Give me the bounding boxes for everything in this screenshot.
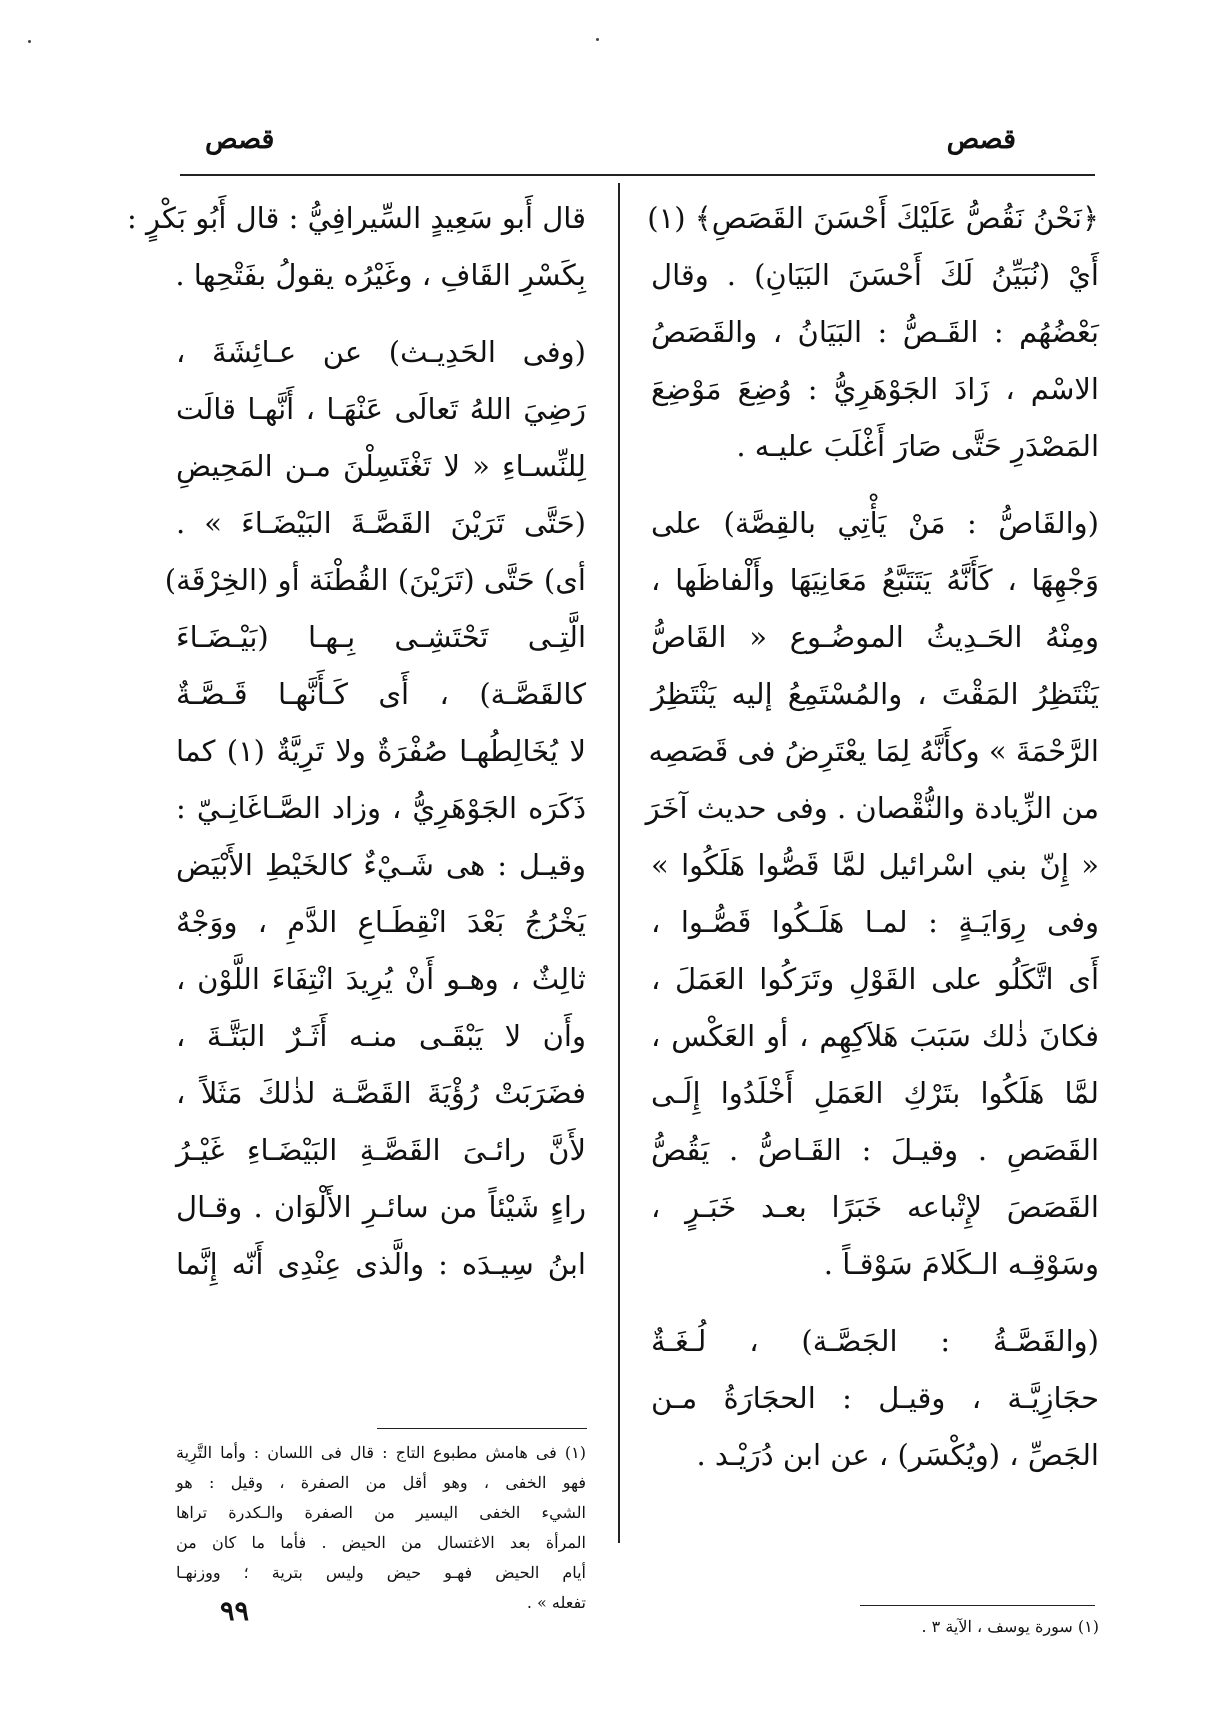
text-line: فكانَ ذٰلك سَبَبَ هَلاَكِهِم ، أو العَكْس ، bbox=[651, 1019, 1099, 1053]
text-line: رَضِيَ اللهُ تَعالَى عَنْهَـا ، أَنَّهـا قالَت bbox=[176, 392, 586, 426]
running-header-right: قصص bbox=[946, 124, 1016, 155]
right-column bbox=[645, 190, 1099, 1484]
text-line: ﴿نَحْنُ نَقُصُّ عَلَيْكَ أَحْسَنَ القَصَصِ﴾ (١) bbox=[647, 201, 1099, 235]
text-line: كالقَصَّـة) ، أَى كَـأَنَّهـا قَـصَّـةٌ bbox=[176, 677, 586, 711]
left-column bbox=[126, 190, 586, 1293]
text-line: الَّتِـى تَحْتَشِـى بِـهـا (بَيْـضَـاءَ bbox=[176, 620, 586, 654]
text-line: ذَكَرَه الجَوْهَرِيُّ ، وزاد الصَّـاغَانِـيّ : bbox=[176, 791, 586, 825]
text-line: الرَّحْمَةَ » وكأَنَّهُ لِمَا يعْتَرِضُ فى قَصَصِه bbox=[648, 734, 1099, 768]
footnote-line: المرأة بعد الاغتسال من الحيض . فأما ما كان من bbox=[176, 1533, 586, 1552]
text-line: « إِنّ بني اسْرائيل لمَّا قَصُّوا هَلَكُوا » bbox=[651, 848, 1099, 882]
text-line: لمَّا هَلَكُوا بتَرْكِ العَمَلِ أَخْلَدُوا إِلَـى bbox=[651, 1076, 1099, 1110]
footnote-line: (١) سورة يوسف ، الآية ٣ . bbox=[921, 1617, 1099, 1636]
text-line: ثالِثٌ ، وهـو أَنْ يُرِيدَ انْتِفَاءَ اللَّوْن ، bbox=[176, 962, 586, 996]
text-line: لِلنِّسـاءِ « لا تَغْتَسِلْنَ مـن المَحِيضِ bbox=[176, 449, 586, 483]
text-line: (حَتَّى تَرَيْنَ القَصَّـةَ البَيْضَـاءَ » . bbox=[176, 506, 586, 540]
running-header-left: قصص bbox=[205, 124, 275, 155]
scan-speck bbox=[596, 38, 599, 41]
text-line: وقيـل : هى شَـيْءٌ كالخَيْطِ الأَبْيَض bbox=[176, 848, 586, 882]
text-line: قال أَبو سَعِيدٍ السِّيرافِيُّ : قال أَبُو بَكْرٍ : bbox=[126, 201, 586, 235]
text-line: (والقَاصُّ : مَنْ يَأْتِي بالقِصَّة) على bbox=[651, 506, 1099, 540]
text-line: فضَرَبَتْ رُؤْيَةَ القَصَّـة لذٰلكَ مَثَلاً ، bbox=[176, 1076, 586, 1110]
paragraph-gap bbox=[651, 1293, 1099, 1313]
page-number: ٩٩ bbox=[220, 1596, 250, 1627]
text-line: من الزِّيادة والنُّقْصان . وفى حديث آخَرَ bbox=[645, 791, 1099, 825]
text-line: أَى اتَّكَلُو على القَوْلِ وتَرَكُوا العَمَلَ ، bbox=[651, 962, 1099, 996]
footnotes-left bbox=[176, 1438, 586, 1618]
paragraph-gap bbox=[176, 304, 586, 324]
text-line: وفى رِوَايَـةٍ : لمـا هَلَـكُوا قَصُّـوا ، bbox=[651, 905, 1099, 939]
text-line: القَصَصِ . وقيـلَ : القَـاصُّ . يَقُصُّ bbox=[651, 1133, 1099, 1167]
text-line: ومِنْهُ الحَـدِيثُ الموضُـوع « القَاصُّ bbox=[651, 620, 1099, 654]
footnote-line: أيام الحيض فهـو حيض وليس بترية ؛ ووزنهـا bbox=[176, 1563, 586, 1582]
footnote-rule-right bbox=[860, 1605, 1095, 1606]
footnote-line: فهو الخفى ، وهو أقل من الصفرة ، وقيل : هو bbox=[176, 1473, 586, 1492]
footnote-line: (١) فى هامش مطبوع التاج : قال فى اللسان : وأما التَّرِية bbox=[176, 1443, 586, 1462]
footnote-rule-left bbox=[377, 1428, 587, 1429]
text-line: الجَصِّ ، (ويُكْسَر) ، عن ابن دُرَيْـد . bbox=[696, 1438, 1099, 1472]
text-line: (والقَصَّـةُ : الجَصَّـة) ، لُـغَـةٌ bbox=[651, 1324, 1099, 1358]
text-line: القَصَصَ لإِتْباعه خَبَرًا بعـد خَبَـرٍ ، bbox=[651, 1190, 1099, 1224]
text-line: الاسْم ، زَادَ الجَوْهَرِيُّ : وُضِعَ مَوْضِعَ bbox=[651, 372, 1099, 406]
column-divider bbox=[618, 183, 620, 1543]
text-line: أى) حَتَّى (تَرَيْنَ) القُطْنَة أو (الخِرْقَة) bbox=[164, 563, 586, 597]
text-line: راءٍ شَيْئاً من سائـرِ الأَلْوَان . وقـال bbox=[176, 1190, 586, 1224]
text-line: بَعْضُهُم : القَـصُّ : البَيَانُ ، والقَصَصُ bbox=[651, 315, 1099, 349]
paragraph-gap bbox=[651, 475, 1099, 495]
header-rule bbox=[180, 174, 1095, 176]
text-line: لا يُخَالِطُهـا صُفْرَةٌ ولا تَرِيَّةٌ (١) كما bbox=[176, 734, 586, 768]
text-line: لأَنَّ رائـىَ القَصَّـةِ البَيْضَـاءِ غَيْـرُ bbox=[176, 1133, 586, 1167]
scan-speck bbox=[28, 40, 31, 43]
text-line: (وفى الحَدِيـث) عن عـائِشَةَ ، bbox=[176, 335, 586, 369]
text-line: وأَن لا يَبْقَـى منـه أَثَـرٌ البَتَّـةَ ، bbox=[176, 1019, 586, 1053]
text-line: وسَوْقِـه الـكَلامَ سَوْقـاً . bbox=[823, 1247, 1099, 1281]
text-line: يَنْتَظِرُ المَقْتَ ، والمُسْتَمِعُ إليه يَنْتَظِرُ bbox=[651, 677, 1099, 711]
text-line: ابنُ سِيـدَه : والَّذى عِنْدِى أَنّه إِنَّما bbox=[176, 1247, 586, 1281]
text-line: المَصْدَرِ حَتَّى صَارَ أَغْلَبَ عليـه . bbox=[736, 429, 1099, 463]
text-line: أَيْ (نُبَيِّنُ لَكَ أَحْسَنَ البَيَانِ) . وقال bbox=[651, 258, 1099, 292]
text-line: وَجْهِهَا ، كَأَنَّهُ يَتَتَبَّعُ مَعَانِيَهَا وأَلْفاظَها ، bbox=[651, 563, 1099, 597]
footnotes-right bbox=[651, 1612, 1099, 1642]
text-line: حجَازِيَّـة ، وقيـل : الحجَارَةُ مـن bbox=[651, 1381, 1099, 1415]
text-line: يَخْرُجُ بَعْدَ انْقِطَـاعِ الدَّمِ ، ووَجْهٌ bbox=[176, 905, 586, 939]
text-line: بِكَسْرِ القَافِ ، وغَيْرُه يقولُ بفَتْحِها . bbox=[175, 258, 586, 292]
footnote-line: تفعله » . bbox=[526, 1593, 586, 1612]
footnote-line: الشيء الخفى اليسير من الصفرة والـكدرة تراها bbox=[176, 1503, 586, 1522]
